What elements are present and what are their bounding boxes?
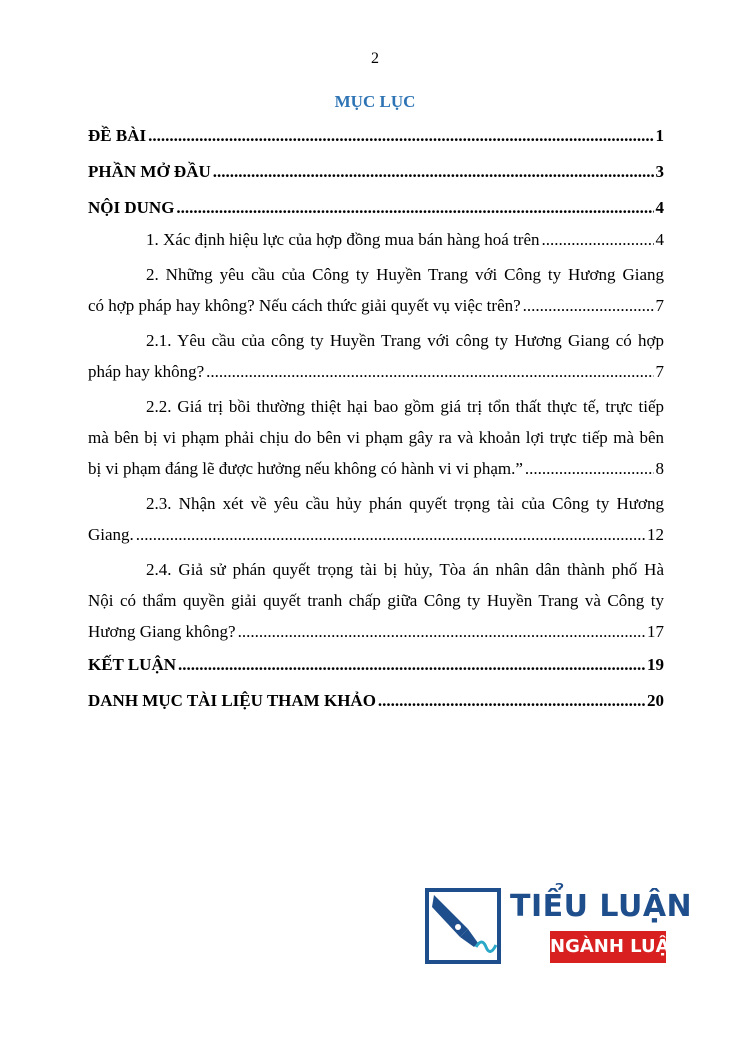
toc-entry-page: 4	[655, 198, 664, 217]
toc-entry-page: 12	[647, 525, 664, 544]
dot-leader	[148, 118, 653, 154]
toc-entry-title: ĐỀ BÀI	[88, 126, 147, 145]
page-number: 2	[371, 50, 379, 67]
toc-entry-title: DANH MỤC TÀI LIỆU THAM KHẢO	[88, 691, 376, 710]
dot-leader	[523, 290, 654, 321]
dot-leader	[542, 224, 654, 255]
dot-leader	[206, 356, 653, 387]
toc-entry-danh-muc[interactable]	[88, 683, 664, 719]
toc-entry-section-1[interactable]	[88, 224, 664, 255]
toc-entry-page: 20	[647, 691, 664, 710]
pen-nib-icon	[424, 887, 502, 965]
toc-entry-page: 1	[655, 126, 664, 145]
toc-entry-section-2[interactable]	[88, 259, 664, 321]
dot-leader	[136, 519, 645, 550]
toc-entry-line: 2.2. Giá trị bồi thường thiệt hại bao gồm giá trị tổn thất thực tế, trực tiếp	[146, 397, 664, 416]
dot-leader	[238, 616, 645, 647]
toc-entry-page: 3	[655, 162, 664, 181]
toc-entry-ket-luan[interactable]	[88, 647, 664, 683]
toc-entry-title: NỘI DUNG	[88, 198, 175, 217]
toc-entry-page: 7	[655, 362, 664, 381]
dot-leader	[178, 647, 645, 683]
toc-entry-title: 1. Xác định hiệu lực của hợp đồng mua bán hàng hoá trên	[146, 230, 540, 249]
dot-leader	[525, 453, 654, 484]
toc-entry-line: pháp hay không?	[88, 362, 205, 381]
toc-entry-page: 8	[655, 459, 664, 478]
brand-logo	[424, 887, 693, 967]
toc-entry-title: KẾT LUẬN	[88, 655, 177, 674]
toc-entry-page: 4	[655, 230, 664, 249]
toc-entry-line: bị vi phạm đáng lẽ được hưởng nếu không có hành vi vi phạm.”	[88, 459, 523, 478]
toc-entry-page: 19	[647, 655, 664, 674]
toc-entry-page: 7	[655, 296, 664, 315]
toc-entry-line: Hương Giang không?	[88, 622, 236, 641]
table-of-contents	[88, 118, 664, 719]
toc-entry-line: mà bên bị vi phạm phải chịu do bên vi phạm gây ra và khoản lợi trực tiếp mà bên	[88, 428, 664, 447]
toc-entry-line: có hợp pháp hay không? Nếu cách thức giải quyết vụ việc trên?	[88, 296, 521, 315]
dot-leader	[213, 154, 654, 190]
toc-entry-de-bai[interactable]	[88, 118, 664, 154]
toc-entry-line: Nội có thẩm quyền giải quyết tranh chấp giữa Công ty Huyền Trang và Công ty	[88, 591, 664, 610]
toc-entry-line: 2.1. Yêu cầu của công ty Huyền Trang với công ty Hương Giang có hợp	[146, 331, 664, 350]
toc-entry-line: 2. Những yêu cầu của Công ty Huyền Trang với Công ty Hương Giang	[146, 265, 664, 284]
dot-leader	[378, 683, 645, 719]
toc-title: MỤC LỤC	[334, 92, 416, 111]
logo-subtitle: NGÀNH LUẬT	[550, 931, 666, 963]
toc-entry-noi-dung[interactable]	[88, 190, 664, 226]
toc-entry-page: 17	[647, 622, 664, 641]
toc-entry-section-2-4[interactable]	[88, 554, 664, 647]
logo-title: TIỂU LUẬN	[510, 889, 693, 924]
toc-entry-section-2-2[interactable]	[88, 391, 664, 484]
toc-entry-phan-mo-dau[interactable]	[88, 154, 664, 190]
toc-entry-section-2-3[interactable]	[88, 488, 664, 550]
toc-entry-line: Giang.	[88, 525, 134, 544]
toc-entry-line: 2.4. Giả sử phán quyết trọng tài bị hủy, Tòa án nhân dân thành phố Hà	[146, 560, 664, 579]
dot-leader	[176, 190, 653, 226]
toc-entry-title: PHẦN MỞ ĐẦU	[88, 162, 211, 181]
toc-entry-line: 2.3. Nhận xét về yêu cầu hủy phán quyết trọng tài của Công ty Hương	[146, 494, 664, 513]
toc-entry-section-2-1[interactable]	[88, 325, 664, 387]
